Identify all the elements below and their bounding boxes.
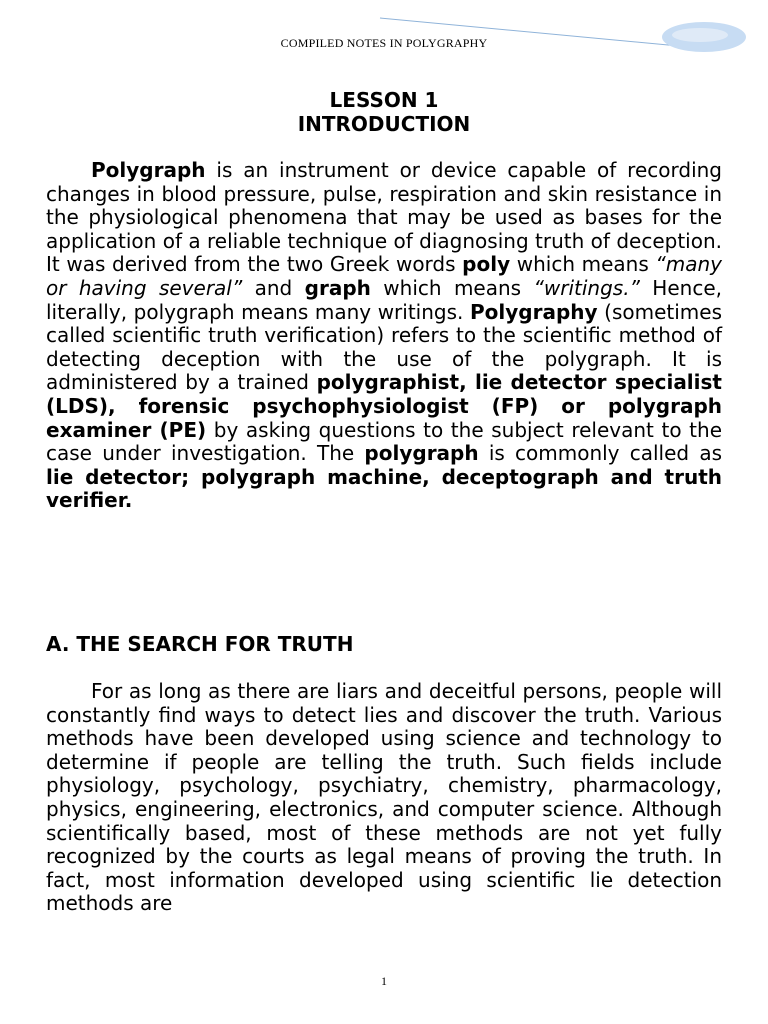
text-run: which means	[370, 275, 534, 300]
lesson-title: INTRODUCTION	[297, 112, 471, 136]
term-polygraph-2: polygraph	[364, 441, 479, 466]
section-heading: A. THE SEARCH FOR TRUTH	[46, 632, 354, 656]
term-polygraph: Polygraph	[91, 158, 206, 182]
text-run: which means	[510, 252, 656, 277]
term-synonyms: lie detector; polygraph machine, deceptograph and truth verifier.	[46, 464, 722, 513]
intro-paragraph	[46, 159, 722, 513]
term-examiners: polygraphist, lie detector specialist (LDS), forensic psychophysiologist (FP) or polygraph examiner (PE)	[46, 370, 722, 442]
text-run: Hence, literally, polygraph means many writings.	[46, 275, 722, 324]
text-run: is an instrument or device capable of recording changes in blood pressure, pulse, respiration and skin resistance in the physiological phenomena that may be used as bases for the application of a reliable technique of diagnosing truth of deception. It was derived from the two Greek words	[46, 158, 722, 277]
lesson-number: LESSON 1	[329, 88, 439, 112]
meaning-graph: “writings.”	[533, 275, 640, 300]
term-polygraphy: Polygraphy	[469, 299, 598, 324]
meaning-poly: “many or having several”	[46, 252, 722, 300]
text-run: by asking questions to the subject relevant to the case under investigation. The	[46, 417, 722, 466]
page-number: 1	[381, 974, 387, 988]
term-poly: poly	[462, 252, 511, 277]
text-run: and	[242, 275, 305, 300]
text-run: (sometimes called scientific truth verification) refers to the scientific method of detecting deception with the use of the polygraph. It is administered by a trained	[46, 299, 722, 395]
text-run: is commonly called as	[478, 441, 722, 466]
term-graph: graph	[304, 275, 371, 300]
search-for-truth-paragraph	[46, 680, 722, 916]
text-run: For as long as there are liars and deceitful persons, people will constantly find ways to detect lies and discover the truth. Various methods have been developed using science and technology to determine if people are telling the truth. Such fields include physiology, psychology, psychiatry, chemistry, pharmacology, physics, engineering, electronics, and computer science. Although scientifically based, most of these methods are not yet fully recognized by the courts as legal means of proving the truth. In fact, most information developed using scientific lie detection methods are	[46, 679, 722, 916]
running-header: COMPILED NOTES IN POLYGRAPHY	[280, 36, 488, 50]
